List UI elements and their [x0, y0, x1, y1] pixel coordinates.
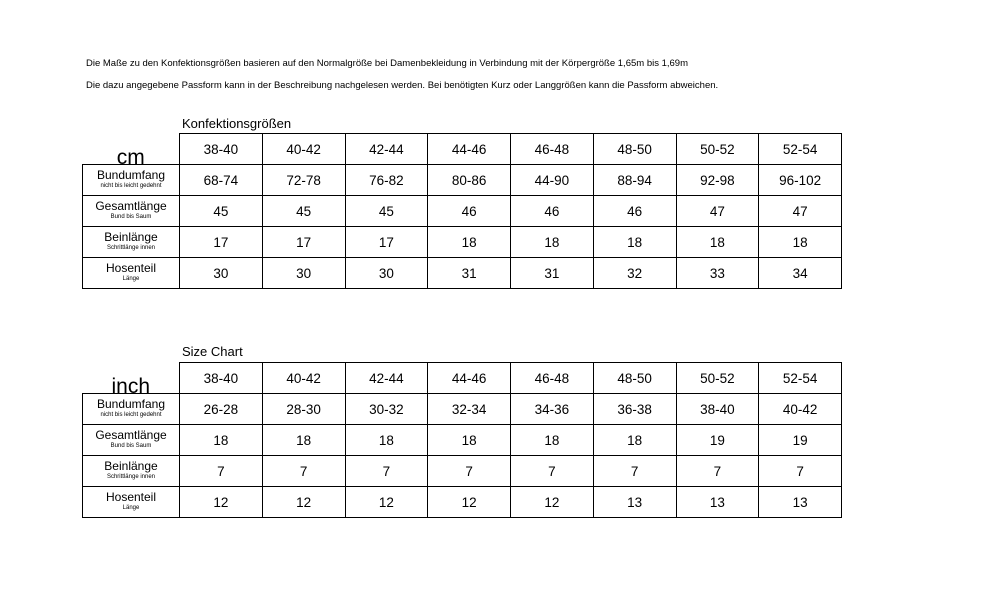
size-header-cell: 52-54 — [759, 134, 842, 165]
unit-text: inch — [111, 375, 151, 394]
table-row-beinlaenge — [83, 227, 842, 258]
table-cell: 18 — [262, 425, 345, 456]
unit-text: cm — [116, 146, 145, 165]
size-header-cell: 40-42 — [262, 134, 345, 165]
table-cell: 76-82 — [345, 165, 428, 196]
unit-label — [83, 363, 180, 394]
row-label: Gesamtlänge — [95, 199, 167, 213]
row-header — [83, 227, 180, 258]
table-cell: 31 — [428, 258, 511, 289]
table-cell: 80-86 — [428, 165, 511, 196]
row-header — [83, 258, 180, 289]
size-header-cell: 44-46 — [428, 363, 511, 394]
table-row-beinlaenge — [83, 456, 842, 487]
size-header-cell: 46-48 — [511, 363, 594, 394]
table-cell: 18 — [593, 425, 676, 456]
table-cell: 13 — [759, 487, 842, 518]
table-cell: 13 — [593, 487, 676, 518]
table-cell: 92-98 — [676, 165, 759, 196]
row-label: Bundumfang — [96, 397, 166, 411]
table-cell: 30 — [262, 258, 345, 289]
table-cell: 17 — [262, 227, 345, 258]
table-cell: 26-28 — [180, 394, 263, 425]
table-cell: 12 — [180, 487, 263, 518]
row-header — [83, 456, 180, 487]
row-header — [83, 196, 180, 227]
table-cell: 30 — [345, 258, 428, 289]
size-header-cell: 48-50 — [593, 134, 676, 165]
table-row-gesamtlaenge — [83, 196, 842, 227]
table-cell: 30-32 — [345, 394, 428, 425]
table-cell: 47 — [676, 196, 759, 227]
table-cell: 7 — [593, 456, 676, 487]
size-header-cell: 48-50 — [593, 363, 676, 394]
unit-label — [83, 134, 180, 165]
table-cell: 46 — [511, 196, 594, 227]
table-cell: 47 — [759, 196, 842, 227]
table-cell: 38-40 — [676, 394, 759, 425]
table-cell: 7 — [180, 456, 263, 487]
table-cell: 17 — [345, 227, 428, 258]
table-row-gesamtlaenge — [83, 425, 842, 456]
table-cell: 18 — [676, 227, 759, 258]
size-header-cell: 52-54 — [759, 363, 842, 394]
row-sublabel: Länge — [122, 276, 140, 282]
size-header-cell: 42-44 — [345, 134, 428, 165]
size-header-cell: 38-40 — [180, 134, 263, 165]
size-header-row — [83, 363, 842, 394]
cm-size-table — [82, 133, 842, 289]
table-cell: 68-74 — [180, 165, 263, 196]
row-sublabel: nicht bis leicht gedehnt — [100, 183, 162, 189]
table-cell: 7 — [676, 456, 759, 487]
size-header-cell: 40-42 — [262, 363, 345, 394]
row-header — [83, 394, 180, 425]
row-label: Hosenteil — [105, 261, 157, 275]
row-sublabel: Länge — [122, 505, 140, 511]
row-label: Bundumfang — [96, 168, 166, 182]
row-label: Hosenteil — [105, 490, 157, 504]
table-cell: 32 — [593, 258, 676, 289]
size-header-cell: 44-46 — [428, 134, 511, 165]
table-cell: 7 — [511, 456, 594, 487]
table-cell: 18 — [593, 227, 676, 258]
table-cell: 12 — [345, 487, 428, 518]
intro-text-line-2: Die dazu angegebene Passform kann in der Beschreibung nachgelesen werden. Bei benötigten Kurz oder Langgrößen kann die Passform abweichen. — [86, 80, 719, 91]
table-cell: 7 — [345, 456, 428, 487]
table-cell: 32-34 — [428, 394, 511, 425]
table-cell: 44-90 — [511, 165, 594, 196]
size-header-cell: 50-52 — [676, 363, 759, 394]
table-cell: 19 — [676, 425, 759, 456]
row-label: Gesamtlänge — [95, 428, 167, 442]
table-cell: 72-78 — [262, 165, 345, 196]
row-label: Beinlänge — [104, 230, 158, 244]
row-label: Beinlänge — [104, 459, 158, 473]
table-cell: 31 — [511, 258, 594, 289]
row-sublabel: Schrittlänge innen — [106, 245, 156, 251]
table-cell: 28-30 — [262, 394, 345, 425]
table-cell: 7 — [262, 456, 345, 487]
table-cell: 45 — [345, 196, 428, 227]
intro-text-line-1: Die Maße zu den Konfektionsgrößen basieren auf den Normalgröße bei Damenbekleidung in Verbindung mit der Körpergröße 1,65m bis 1,69m — [86, 58, 689, 69]
cm-table-caption: Konfektionsgrößen — [182, 116, 292, 131]
table-cell: 30 — [180, 258, 263, 289]
table-cell: 19 — [759, 425, 842, 456]
table-cell: 96-102 — [759, 165, 842, 196]
table-cell: 18 — [428, 227, 511, 258]
table-cell: 36-38 — [593, 394, 676, 425]
row-header — [83, 487, 180, 518]
table-cell: 34 — [759, 258, 842, 289]
inch-size-table — [82, 362, 842, 518]
table-row-bundumfang — [83, 394, 842, 425]
table-cell: 17 — [180, 227, 263, 258]
size-header-cell: 38-40 — [180, 363, 263, 394]
table-cell: 88-94 — [593, 165, 676, 196]
table-cell: 33 — [676, 258, 759, 289]
row-header — [83, 165, 180, 196]
table-cell: 34-36 — [511, 394, 594, 425]
table-cell: 46 — [428, 196, 511, 227]
row-sublabel: Bund bis Saum — [110, 214, 152, 220]
table-cell: 13 — [676, 487, 759, 518]
table-row-hosenteil — [83, 258, 842, 289]
row-header — [83, 425, 180, 456]
table-cell: 18 — [759, 227, 842, 258]
size-header-cell: 50-52 — [676, 134, 759, 165]
table-cell: 12 — [511, 487, 594, 518]
table-cell: 7 — [759, 456, 842, 487]
table-cell: 18 — [180, 425, 263, 456]
row-sublabel: nicht bis leicht gedehnt — [100, 412, 162, 418]
table-cell: 18 — [345, 425, 428, 456]
size-header-row — [83, 134, 842, 165]
row-sublabel: Schrittlänge innen — [106, 474, 156, 480]
table-cell: 46 — [593, 196, 676, 227]
size-header-cell: 42-44 — [345, 363, 428, 394]
table-cell: 45 — [180, 196, 263, 227]
table-cell: 12 — [428, 487, 511, 518]
table-cell: 40-42 — [759, 394, 842, 425]
table-cell: 7 — [428, 456, 511, 487]
table-cell: 12 — [262, 487, 345, 518]
inch-table-caption: Size Chart — [182, 344, 243, 359]
row-sublabel: Bund bis Saum — [110, 443, 152, 449]
table-row-hosenteil — [83, 487, 842, 518]
table-cell: 18 — [511, 227, 594, 258]
table-cell: 18 — [428, 425, 511, 456]
table-row-bundumfang — [83, 165, 842, 196]
table-cell: 18 — [511, 425, 594, 456]
table-cell: 45 — [262, 196, 345, 227]
size-header-cell: 46-48 — [511, 134, 594, 165]
